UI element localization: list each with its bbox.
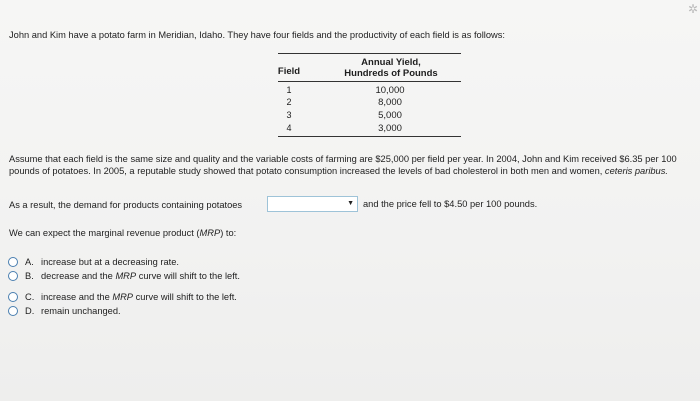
header-yield-line1: Annual Yield, [361, 57, 421, 68]
table-top-rule [278, 53, 461, 54]
option-text-part: increase and the [41, 292, 113, 302]
table-row-yield: 3,000 [378, 123, 402, 134]
radio-button[interactable] [8, 271, 18, 281]
table-row-yield: 5,000 [378, 110, 402, 121]
corner-mark: ✲ [688, 2, 699, 16]
demand-dropdown[interactable] [267, 196, 358, 212]
question-text: John and Kim have a potato farm in Meridian, Idaho. They have four fields and the productivity of each field is as follows: [9, 30, 505, 40]
option-text: increase but at a decreasing rate. [41, 257, 179, 267]
mrp-prompt-end: ) to: [220, 228, 237, 238]
header-yield-line2: Hundreds of Pounds [344, 68, 438, 79]
option-c[interactable] [8, 292, 237, 302]
option-letter: A. [25, 257, 34, 267]
option-text [41, 271, 240, 281]
mrp-prompt [9, 228, 236, 238]
chevron-down-icon[interactable]: ▼ [347, 200, 354, 207]
option-text-part: decrease and the [41, 271, 116, 281]
option-letter: C. [25, 292, 35, 302]
mrp-abbr: MRP [199, 228, 221, 238]
header-field: Field [277, 66, 301, 77]
option-a[interactable] [8, 257, 179, 267]
assumption-paragraph [9, 154, 695, 177]
table-row-field: 1 [286, 85, 292, 95]
radio-button[interactable] [8, 257, 18, 267]
option-text-part: curve will shift to the left. [133, 292, 237, 302]
table-row-yield: 8,000 [378, 97, 402, 108]
table-row-field: 2 [286, 97, 292, 107]
option-b[interactable] [8, 271, 240, 281]
option-text-part: curve will shift to the left. [136, 271, 240, 281]
option-d[interactable] [8, 306, 121, 316]
option-text [41, 292, 237, 302]
table-row-yield: 10,000 [375, 85, 405, 96]
option-text: remain unchanged. [41, 306, 121, 316]
assumption-text: Assume that each field is the same size and quality and the variable costs of farming are $25,000 per field per year. In 2004, John and Kim received $6.35 per 100 pounds of potatoes. In 2005, a reputable study showed that potato consumption increased the levels of bad cholesterol in both men and women, [9, 154, 677, 176]
radio-button[interactable] [8, 292, 18, 302]
option-letter: B. [25, 271, 34, 281]
option-letter: D. [25, 306, 35, 316]
mrp-prompt-text: We can expect the marginal revenue product ( [9, 228, 200, 238]
result-suffix: and the price fell to $4.50 per 100 pounds. [363, 199, 538, 209]
result-prefix: As a result, the demand for products containing potatoes [9, 200, 243, 210]
option-mrp-abbr: MRP [115, 271, 137, 281]
option-mrp-abbr: MRP [112, 292, 133, 302]
table-header-rule [278, 81, 461, 82]
table-row-field: 4 [286, 123, 292, 133]
ceteris-paribus-text: ceteris paribus. [604, 165, 668, 176]
radio-button[interactable] [8, 306, 18, 316]
table-bottom-rule [278, 136, 461, 137]
table-row-field: 3 [286, 110, 292, 120]
